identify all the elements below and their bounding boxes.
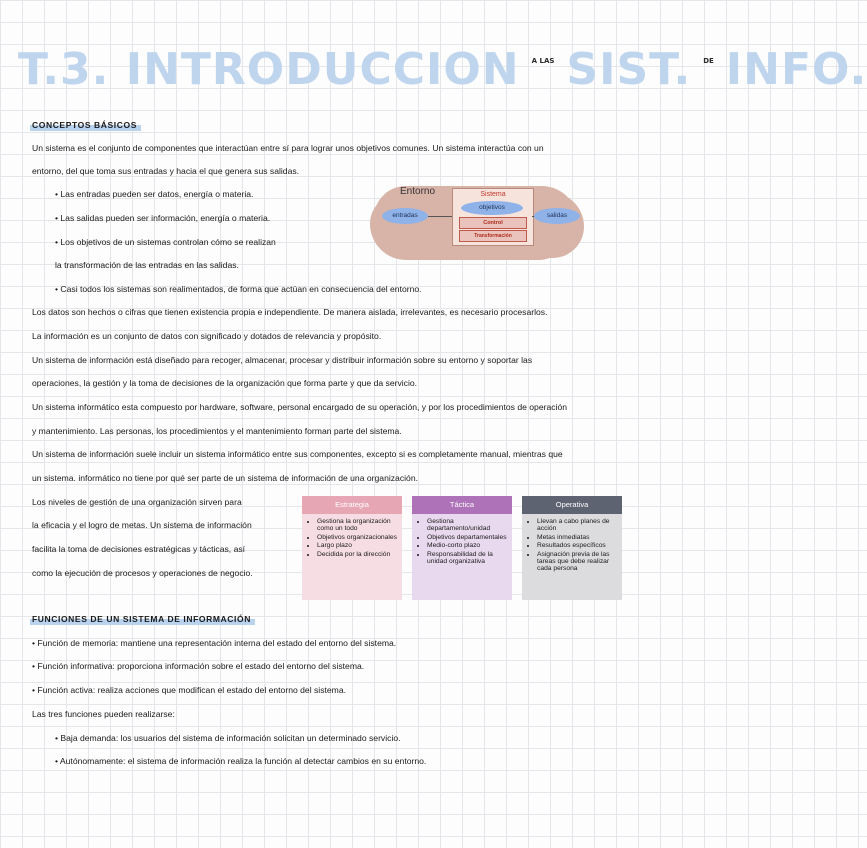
level-header: Estrategia — [302, 496, 402, 514]
paragraph-line: y mantenimiento. Las personas, los procedimientos y el mantenimiento forman parte del sistema. — [32, 426, 402, 436]
bullet-item-realimentados — [55, 283, 422, 295]
bullet-text: • Baja demanda: los usuarios del sistema de información solicitan un determinado servicio. — [55, 733, 401, 743]
transformacion-box: Transformación — [459, 230, 527, 242]
bullet-text: • Función activa: realiza acciones que modifican el estado del entorno del sistema. — [32, 685, 346, 695]
bullet-item-salidas — [55, 212, 270, 224]
level-operativa — [522, 496, 622, 600]
title-part-info: INFO. — [725, 44, 867, 95]
bullet-item-autonomamente — [55, 755, 426, 767]
paragraph-line: la eficacia y el logro de metas. Un sistema de información — [32, 520, 252, 530]
list-item: • Decidida por la dirección — [317, 551, 397, 558]
paragraph-line: facilita la toma de decisiones estratégicas y tácticas, así — [32, 544, 246, 554]
level-tactica — [412, 496, 512, 600]
system-box — [452, 188, 534, 246]
paragraph-line: Un sistema de información suele incluir un sistema informático entre sus componentes, excepto si es completamente manual, mientras que — [32, 449, 563, 459]
list-item: • Gestiona departamento/unidad — [427, 518, 507, 533]
management-levels-table — [302, 496, 622, 600]
bullet-text: • Casi todos los sistemas son realimentados, de forma que actúan en consecuencia del entorno. — [55, 284, 422, 294]
function-item-memoria — [32, 637, 396, 649]
paragraph-line: Los niveles de gestión de una organización sirven para — [32, 497, 242, 507]
level-header: Táctica — [412, 496, 512, 514]
paragraph-line: Los datos son hechos o cifras que tienen existencia propia e independiente. De manera aislada, irrelevantes, es necesario procesarlos. — [32, 307, 548, 317]
bullet-item-entradas — [55, 188, 253, 200]
list-item: • Medio-corto plazo — [427, 542, 507, 549]
title-part-sist: SIST. — [566, 44, 692, 95]
list-item: • Objetivos organizacionales — [317, 534, 397, 541]
level-body — [302, 514, 402, 600]
level-body — [522, 514, 622, 600]
list-item: • Metas inmediatas — [537, 534, 617, 541]
paragraph-line: Un sistema es el conjunto de componentes que interactúan entre sí para lograr unos objetivos comunes. Un sistema interactúa con un — [32, 143, 544, 153]
paragraph-line: Un sistema informático esta compuesto por hardware, software, personal encargado de su operación, y por los procedimientos de operación — [32, 402, 568, 412]
bullet-text: • Autónomamente: el sistema de información realiza la función al detectar cambios en su entorno. — [55, 756, 426, 766]
list-item: • Asignación previa de las tareas que debe realizar cada persona — [537, 551, 617, 573]
paragraph-line: un sistema. informático no tiene por qué ser parte de un sistema de información de una organización. — [32, 473, 418, 483]
bullet-text: • Las salidas pueden ser información, energía o materia. — [55, 213, 270, 223]
system-environment-diagram — [368, 178, 582, 262]
sistema-label: Sistema — [480, 191, 506, 198]
title-de: DE — [703, 57, 714, 65]
list-item: • Llevan a cabo planes de acción — [537, 518, 617, 533]
paragraph-line: La información es un conjunto de datos con significado y dotados de relevancia y propósito. — [32, 331, 382, 341]
function-item-activa — [32, 684, 346, 696]
function-item-informativa — [32, 660, 364, 672]
bullet-text: • Las entradas pueden ser datos, energía o materia. — [55, 189, 253, 199]
objetivos-oval: objetivos — [461, 201, 523, 215]
list-item: • Objetivos departamentales — [427, 534, 507, 541]
list-item: • Resultados específicos — [537, 542, 617, 549]
paragraph-line: entorno, del que toma sus entradas y hacia el que genera sus salidas. — [32, 166, 300, 176]
page-title — [18, 30, 867, 95]
title-part-introduccion: T.3. INTRODUCCION — [18, 44, 520, 95]
bullet-item-objetivos-cont: la transformación de las entradas en las salidas. — [55, 260, 239, 270]
bullet-item-objetivos — [55, 236, 276, 248]
paragraph-line: como la ejecución de procesos y operaciones de negocio. — [32, 568, 253, 578]
entorno-label: Entorno — [400, 186, 436, 197]
section-heading-conceptos: CONCEPTOS BÁSICOS — [30, 120, 141, 131]
salidas-oval: salidas — [534, 208, 580, 224]
bullet-text: • Los objetivos de un sistemas controlan cómo se realizan — [55, 237, 276, 247]
level-header: Operativa — [522, 496, 622, 514]
bullet-item-baja-demanda — [55, 732, 401, 744]
paragraph-line: Las tres funciones pueden realizarse: — [32, 709, 175, 719]
paragraph-line: Un sistema de información está diseñado para recoger, almacenar, procesar y distribuir información sobre su entorno y soportar las — [32, 355, 533, 365]
level-estrategia — [302, 496, 402, 600]
title-a-las: A LAS — [531, 57, 555, 65]
bullet-text: • Función informativa: proporciona información sobre el estado del entorno del sistema. — [32, 661, 364, 671]
control-box: Control — [459, 217, 527, 229]
input-arrow — [428, 216, 452, 217]
list-item: • Responsabilidad de la unidad organizativa — [427, 551, 507, 566]
paragraph-line: operaciones, la gestión y la toma de decisiones de la organización que forma parte y que da servicio. — [32, 378, 418, 388]
bullet-text: • Función de memoria: mantiene una representación interna del estado del entorno del sistema. — [32, 638, 396, 648]
list-item: • Largo plazo — [317, 542, 397, 549]
level-body — [412, 514, 512, 600]
list-item: • Gestiona la organización como un todo — [317, 518, 397, 533]
entradas-oval: entradas — [382, 208, 428, 224]
section-heading-funciones: FUNCIONES DE UN SISTEMA DE INFORMACIÓN — [30, 614, 255, 625]
